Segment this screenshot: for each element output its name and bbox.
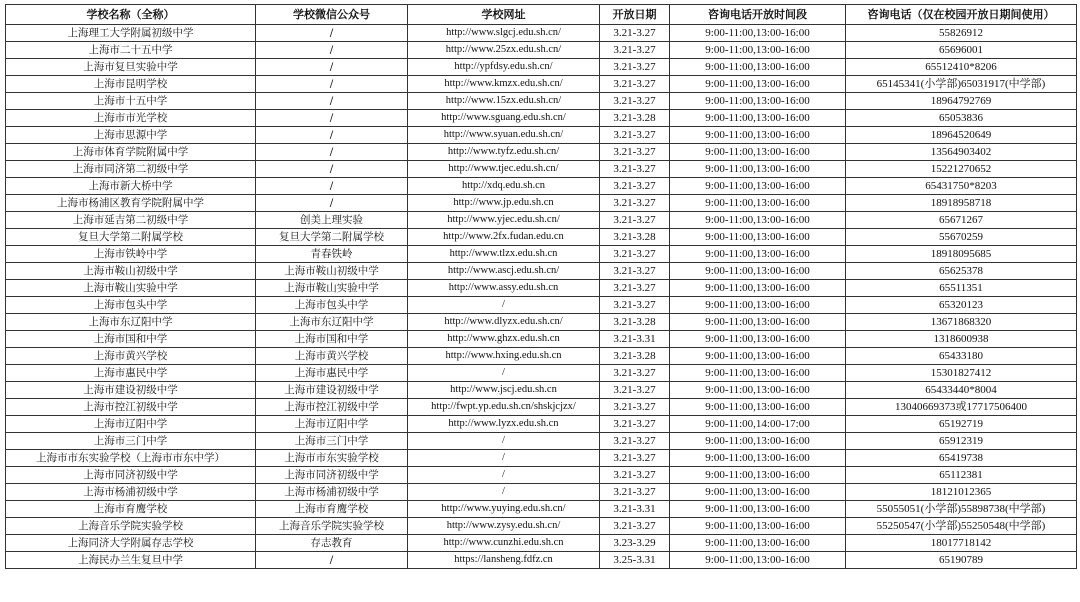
phone-hours-cell: 9:00-11:00,13:00-16:00 <box>670 195 846 212</box>
open-date-cell: 3.21-3.27 <box>600 433 670 450</box>
wechat-cell: 上海市鞍山初级中学 <box>256 263 408 280</box>
school-name-cell: 上海市市东实验学校（上海市市东中学） <box>6 450 256 467</box>
open-date-cell: 3.21-3.27 <box>600 212 670 229</box>
table-row <box>6 25 1077 42</box>
wechat-cell: / <box>256 178 408 195</box>
school-name-cell: 上海市思源中学 <box>6 127 256 144</box>
open-date-cell: 3.23-3.29 <box>600 535 670 552</box>
website-cell[interactable]: http://www.slgcj.edu.sh.cn/ <box>408 25 600 42</box>
open-date-cell: 3.21-3.27 <box>600 382 670 399</box>
school-name-cell: 上海市杨浦初级中学 <box>6 484 256 501</box>
phone-cell: 65431750*8203 <box>846 178 1077 195</box>
table-row <box>6 467 1077 484</box>
phone-hours-cell: 9:00-11:00,13:00-16:00 <box>670 297 846 314</box>
phone-cell: 65320123 <box>846 297 1077 314</box>
school-name-cell: 上海市复旦实验中学 <box>6 59 256 76</box>
school-name-cell: 上海市铁岭中学 <box>6 246 256 263</box>
header-wechat: 学校微信公众号 <box>256 5 408 25</box>
phone-hours-cell: 9:00-11:00,13:00-16:00 <box>670 433 846 450</box>
phone-hours-cell: 9:00-11:00,13:00-16:00 <box>670 144 846 161</box>
open-date-cell: 3.21-3.27 <box>600 399 670 416</box>
open-date-cell: 3.21-3.27 <box>600 127 670 144</box>
phone-cell: 18964792769 <box>846 93 1077 110</box>
phone-hours-cell: 9:00-11:00,13:00-16:00 <box>670 212 846 229</box>
phone-hours-cell: 9:00-11:00,13:00-16:00 <box>670 399 846 416</box>
website-cell: / <box>408 433 600 450</box>
header-phone-hours: 咨询电话开放时间段 <box>670 5 846 25</box>
school-name-cell: 上海市新大桥中学 <box>6 178 256 195</box>
table-row <box>6 450 1077 467</box>
website-cell[interactable]: http://www.syuan.edu.sh.cn/ <box>408 127 600 144</box>
phone-cell: 15301827412 <box>846 365 1077 382</box>
phone-cell: 18918095685 <box>846 246 1077 263</box>
phone-cell: 65190789 <box>846 552 1077 569</box>
open-date-cell: 3.21-3.28 <box>600 110 670 127</box>
wechat-cell: 存志教育 <box>256 535 408 552</box>
school-name-cell: 上海市二十五中学 <box>6 42 256 59</box>
school-name-cell: 上海市育鹰学校 <box>6 501 256 518</box>
phone-cell: 13564903402 <box>846 144 1077 161</box>
phone-cell: 13671868320 <box>846 314 1077 331</box>
phone-cell: 65053836 <box>846 110 1077 127</box>
table-row <box>6 229 1077 246</box>
open-date-cell: 3.21-3.27 <box>600 59 670 76</box>
wechat-cell: / <box>256 59 408 76</box>
school-name-cell: 复旦大学第二附属学校 <box>6 229 256 246</box>
wechat-cell: 上海市鞍山实验中学 <box>256 280 408 297</box>
school-name-cell: 上海理工大学附属初级中学 <box>6 25 256 42</box>
wechat-cell: 上海市控江初级中学 <box>256 399 408 416</box>
table-row <box>6 365 1077 382</box>
school-name-cell: 上海市黄兴学校 <box>6 348 256 365</box>
phone-cell: 65671267 <box>846 212 1077 229</box>
table-row <box>6 314 1077 331</box>
open-date-cell: 3.21-3.27 <box>600 93 670 110</box>
table-row <box>6 144 1077 161</box>
table-row <box>6 433 1077 450</box>
phone-cell: 1318600938 <box>846 331 1077 348</box>
table-row <box>6 76 1077 93</box>
table-row <box>6 42 1077 59</box>
table-row <box>6 212 1077 229</box>
wechat-cell: 上海市杨浦初级中学 <box>256 484 408 501</box>
wechat-cell: / <box>256 93 408 110</box>
website-cell[interactable]: http://ypfdsy.edu.sh.cn/ <box>408 59 600 76</box>
phone-hours-cell: 9:00-11:00,13:00-16:00 <box>670 484 846 501</box>
phone-hours-cell: 9:00-11:00,13:00-16:00 <box>670 76 846 93</box>
table-row <box>6 246 1077 263</box>
wechat-cell: 上海市包头中学 <box>256 297 408 314</box>
open-date-cell: 3.21-3.27 <box>600 484 670 501</box>
open-date-cell: 3.21-3.27 <box>600 365 670 382</box>
website-cell[interactable]: http://www.yuying.edu.sh.cn/ <box>408 501 600 518</box>
table-row <box>6 127 1077 144</box>
phone-cell: 65512410*8206 <box>846 59 1077 76</box>
wechat-cell: / <box>256 127 408 144</box>
wechat-cell: 上海市黄兴学校 <box>256 348 408 365</box>
table-row <box>6 297 1077 314</box>
phone-hours-cell: 9:00-11:00,13:00-16:00 <box>670 25 846 42</box>
phone-hours-cell: 9:00-11:00,13:00-16:00 <box>670 331 846 348</box>
school-name-cell: 上海市三门中学 <box>6 433 256 450</box>
wechat-cell: / <box>256 195 408 212</box>
wechat-cell: 创美上理实验 <box>256 212 408 229</box>
open-date-cell: 3.21-3.27 <box>600 246 670 263</box>
website-cell[interactable]: http://www.hxing.edu.sh.cn <box>408 348 600 365</box>
wechat-cell: / <box>256 42 408 59</box>
website-cell[interactable]: http://fwpt.yp.edu.sh.cn/shskjcjzx/ <box>408 399 600 416</box>
phone-cell: 18918958718 <box>846 195 1077 212</box>
website-cell[interactable]: http://www.jscj.edu.sh.cn <box>408 382 600 399</box>
table-row <box>6 110 1077 127</box>
wechat-cell: 上海市建设初级中学 <box>256 382 408 399</box>
school-open-day-table <box>5 4 1077 569</box>
wechat-cell: / <box>256 76 408 93</box>
website-cell[interactable]: http://xdq.edu.sh.cn <box>408 178 600 195</box>
header-open-date: 开放日期 <box>600 5 670 25</box>
website-cell[interactable]: http://www.yjec.edu.sh.cn/ <box>408 212 600 229</box>
wechat-cell: 复旦大学第二附属学校 <box>256 229 408 246</box>
website-cell[interactable]: http://www.ghzx.edu.sh.cn <box>408 331 600 348</box>
wechat-cell: 青春铁岭 <box>256 246 408 263</box>
open-date-cell: 3.21-3.27 <box>600 450 670 467</box>
website-cell[interactable]: http://www.zysy.edu.sh.cn/ <box>408 518 600 535</box>
website-cell[interactable]: http://www.assy.edu.sh.cn <box>408 280 600 297</box>
school-name-cell: 上海市十五中学 <box>6 93 256 110</box>
open-date-cell: 3.21-3.27 <box>600 161 670 178</box>
wechat-cell: 上海市市东实验学校 <box>256 450 408 467</box>
website-cell[interactable]: http://www.15zx.edu.sh.cn/ <box>408 93 600 110</box>
school-name-cell: 上海民办兰生复旦中学 <box>6 552 256 569</box>
website-cell[interactable]: http://www.25zx.edu.sh.cn/ <box>408 42 600 59</box>
website-cell[interactable]: http://www.2fx.fudan.edu.cn <box>408 229 600 246</box>
website-cell[interactable]: http://www.tjec.edu.sh.cn/ <box>408 161 600 178</box>
open-date-cell: 3.21-3.27 <box>600 195 670 212</box>
open-date-cell: 3.21-3.27 <box>600 263 670 280</box>
header-row <box>6 5 1077 25</box>
phone-hours-cell: 9:00-11:00,13:00-16:00 <box>670 518 846 535</box>
phone-cell: 55055051(小学部)55898738(中学部) <box>846 501 1077 518</box>
school-name-cell: 上海市同济初级中学 <box>6 467 256 484</box>
phone-cell: 65192719 <box>846 416 1077 433</box>
phone-cell: 65419738 <box>846 450 1077 467</box>
table-row <box>6 280 1077 297</box>
open-date-cell: 3.21-3.28 <box>600 229 670 246</box>
phone-hours-cell: 9:00-11:00,13:00-16:00 <box>670 229 846 246</box>
phone-cell: 65145341(小学部)65031917(中学部) <box>846 76 1077 93</box>
table-row <box>6 484 1077 501</box>
school-name-cell: 上海市延吉第二初级中学 <box>6 212 256 229</box>
school-name-cell: 上海市建设初级中学 <box>6 382 256 399</box>
table-row <box>6 263 1077 280</box>
phone-hours-cell: 9:00-11:00,13:00-16:00 <box>670 348 846 365</box>
wechat-cell: / <box>256 144 408 161</box>
school-table-container <box>5 4 1077 569</box>
wechat-cell: / <box>256 110 408 127</box>
open-date-cell: 3.21-3.28 <box>600 314 670 331</box>
phone-hours-cell: 9:00-11:00,13:00-16:00 <box>670 467 846 484</box>
open-date-cell: 3.21-3.27 <box>600 518 670 535</box>
open-date-cell: 3.21-3.31 <box>600 501 670 518</box>
wechat-cell: 上海市国和中学 <box>256 331 408 348</box>
phone-cell: 55826912 <box>846 25 1077 42</box>
table-row <box>6 178 1077 195</box>
open-date-cell: 3.21-3.27 <box>600 416 670 433</box>
phone-hours-cell: 9:00-11:00,13:00-16:00 <box>670 263 846 280</box>
table-row <box>6 399 1077 416</box>
open-date-cell: 3.21-3.27 <box>600 144 670 161</box>
table-row <box>6 348 1077 365</box>
phone-hours-cell: 9:00-11:00,13:00-16:00 <box>670 365 846 382</box>
open-date-cell: 3.21-3.27 <box>600 25 670 42</box>
phone-hours-cell: 9:00-11:00,13:00-16:00 <box>670 59 846 76</box>
phone-cell: 65433180 <box>846 348 1077 365</box>
phone-cell: 13040669373或17717506400 <box>846 399 1077 416</box>
open-date-cell: 3.21-3.27 <box>600 42 670 59</box>
table-row <box>6 501 1077 518</box>
wechat-cell: / <box>256 25 408 42</box>
wechat-cell: 上海市东辽阳中学 <box>256 314 408 331</box>
table-row <box>6 331 1077 348</box>
header-school-name: 学校名称（全称） <box>6 5 256 25</box>
phone-cell: 65511351 <box>846 280 1077 297</box>
school-name-cell: 上海音乐学院实验学校 <box>6 518 256 535</box>
phone-hours-cell: 9:00-11:00,13:00-16:00 <box>670 110 846 127</box>
phone-hours-cell: 9:00-11:00,13:00-16:00 <box>670 501 846 518</box>
website-cell: / <box>408 484 600 501</box>
phone-hours-cell: 9:00-11:00,13:00-16:00 <box>670 382 846 399</box>
table-row <box>6 93 1077 110</box>
open-date-cell: 3.21-3.28 <box>600 348 670 365</box>
table-row <box>6 518 1077 535</box>
website-cell[interactable]: http://www.cunzhi.edu.sh.cn <box>408 535 600 552</box>
website-cell[interactable]: http://www.lyzx.edu.sh.cn <box>408 416 600 433</box>
table-row <box>6 382 1077 399</box>
school-name-cell: 上海市鞍山初级中学 <box>6 263 256 280</box>
school-name-cell: 上海市杨浦区教育学院附属中学 <box>6 195 256 212</box>
phone-cell: 65696001 <box>846 42 1077 59</box>
website-cell[interactable]: http://www.jp.edu.sh.cn <box>408 195 600 212</box>
phone-cell: 55670259 <box>846 229 1077 246</box>
school-name-cell: 上海市昆明学校 <box>6 76 256 93</box>
table-row <box>6 195 1077 212</box>
phone-cell: 18121012365 <box>846 484 1077 501</box>
phone-hours-cell: 9:00-11:00,13:00-16:00 <box>670 314 846 331</box>
wechat-cell: 上海市同济初级中学 <box>256 467 408 484</box>
wechat-cell: 上海市辽阳中学 <box>256 416 408 433</box>
phone-hours-cell: 9:00-11:00,13:00-16:00 <box>670 93 846 110</box>
website-cell[interactable]: https://lansheng.fdfz.cn <box>408 552 600 569</box>
phone-hours-cell: 9:00-11:00,13:00-16:00 <box>670 161 846 178</box>
phone-hours-cell: 9:00-11:00,14:00-17:00 <box>670 416 846 433</box>
open-date-cell: 3.21-3.27 <box>600 178 670 195</box>
phone-hours-cell: 9:00-11:00,13:00-16:00 <box>670 535 846 552</box>
header-phone: 咨询电话（仅在校园开放日期间使用） <box>846 5 1077 25</box>
wechat-cell: 上海市惠民中学 <box>256 365 408 382</box>
website-cell: / <box>408 450 600 467</box>
open-date-cell: 3.25-3.31 <box>600 552 670 569</box>
phone-hours-cell: 9:00-11:00,13:00-16:00 <box>670 552 846 569</box>
open-date-cell: 3.21-3.31 <box>600 331 670 348</box>
phone-hours-cell: 9:00-11:00,13:00-16:00 <box>670 127 846 144</box>
website-cell[interactable]: http://www.dlyzx.edu.sh.cn/ <box>408 314 600 331</box>
school-name-cell: 上海市市光学校 <box>6 110 256 127</box>
phone-cell: 55250547(小学部)55250548(中学部) <box>846 518 1077 535</box>
wechat-cell: 上海音乐学院实验学校 <box>256 518 408 535</box>
school-name-cell: 上海市鞍山实验中学 <box>6 280 256 297</box>
open-date-cell: 3.21-3.27 <box>600 297 670 314</box>
phone-hours-cell: 9:00-11:00,13:00-16:00 <box>670 178 846 195</box>
phone-cell: 18964520649 <box>846 127 1077 144</box>
school-name-cell: 上海市体育学院附属中学 <box>6 144 256 161</box>
school-name-cell: 上海市东辽阳中学 <box>6 314 256 331</box>
website-cell[interactable]: http://www.tlzx.edu.sh.cn <box>408 246 600 263</box>
website-cell[interactable]: http://www.ascj.edu.sh.cn/ <box>408 263 600 280</box>
phone-cell: 15221270652 <box>846 161 1077 178</box>
phone-cell: 65433440*8004 <box>846 382 1077 399</box>
table-row <box>6 552 1077 569</box>
school-name-cell: 上海市控江初级中学 <box>6 399 256 416</box>
table-row <box>6 161 1077 178</box>
table-row <box>6 59 1077 76</box>
table-row <box>6 416 1077 433</box>
school-name-cell: 上海市辽阳中学 <box>6 416 256 433</box>
open-date-cell: 3.21-3.27 <box>600 76 670 93</box>
school-name-cell: 上海市惠民中学 <box>6 365 256 382</box>
open-date-cell: 3.21-3.27 <box>600 280 670 297</box>
phone-hours-cell: 9:00-11:00,13:00-16:00 <box>670 450 846 467</box>
phone-cell: 65912319 <box>846 433 1077 450</box>
school-name-cell: 上海同济大学附属存志学校 <box>6 535 256 552</box>
header-website: 学校网址 <box>408 5 600 25</box>
website-cell[interactable]: http://www.kmzx.edu.sh.cn/ <box>408 76 600 93</box>
table-row <box>6 535 1077 552</box>
wechat-cell: / <box>256 161 408 178</box>
phone-cell: 18017718142 <box>846 535 1077 552</box>
school-name-cell: 上海市国和中学 <box>6 331 256 348</box>
phone-hours-cell: 9:00-11:00,13:00-16:00 <box>670 42 846 59</box>
website-cell: / <box>408 467 600 484</box>
school-name-cell: 上海市包头中学 <box>6 297 256 314</box>
wechat-cell: 上海市育鹰学校 <box>256 501 408 518</box>
phone-cell: 65112381 <box>846 467 1077 484</box>
phone-hours-cell: 9:00-11:00,13:00-16:00 <box>670 280 846 297</box>
phone-hours-cell: 9:00-11:00,13:00-16:00 <box>670 246 846 263</box>
website-cell: / <box>408 365 600 382</box>
website-cell: / <box>408 297 600 314</box>
open-date-cell: 3.21-3.27 <box>600 467 670 484</box>
wechat-cell: 上海市三门中学 <box>256 433 408 450</box>
wechat-cell: / <box>256 552 408 569</box>
phone-cell: 65625378 <box>846 263 1077 280</box>
website-cell[interactable]: http://www.sguang.edu.sh.cn/ <box>408 110 600 127</box>
school-name-cell: 上海市同济第二初级中学 <box>6 161 256 178</box>
website-cell[interactable]: http://www.tyfz.edu.sh.cn/ <box>408 144 600 161</box>
